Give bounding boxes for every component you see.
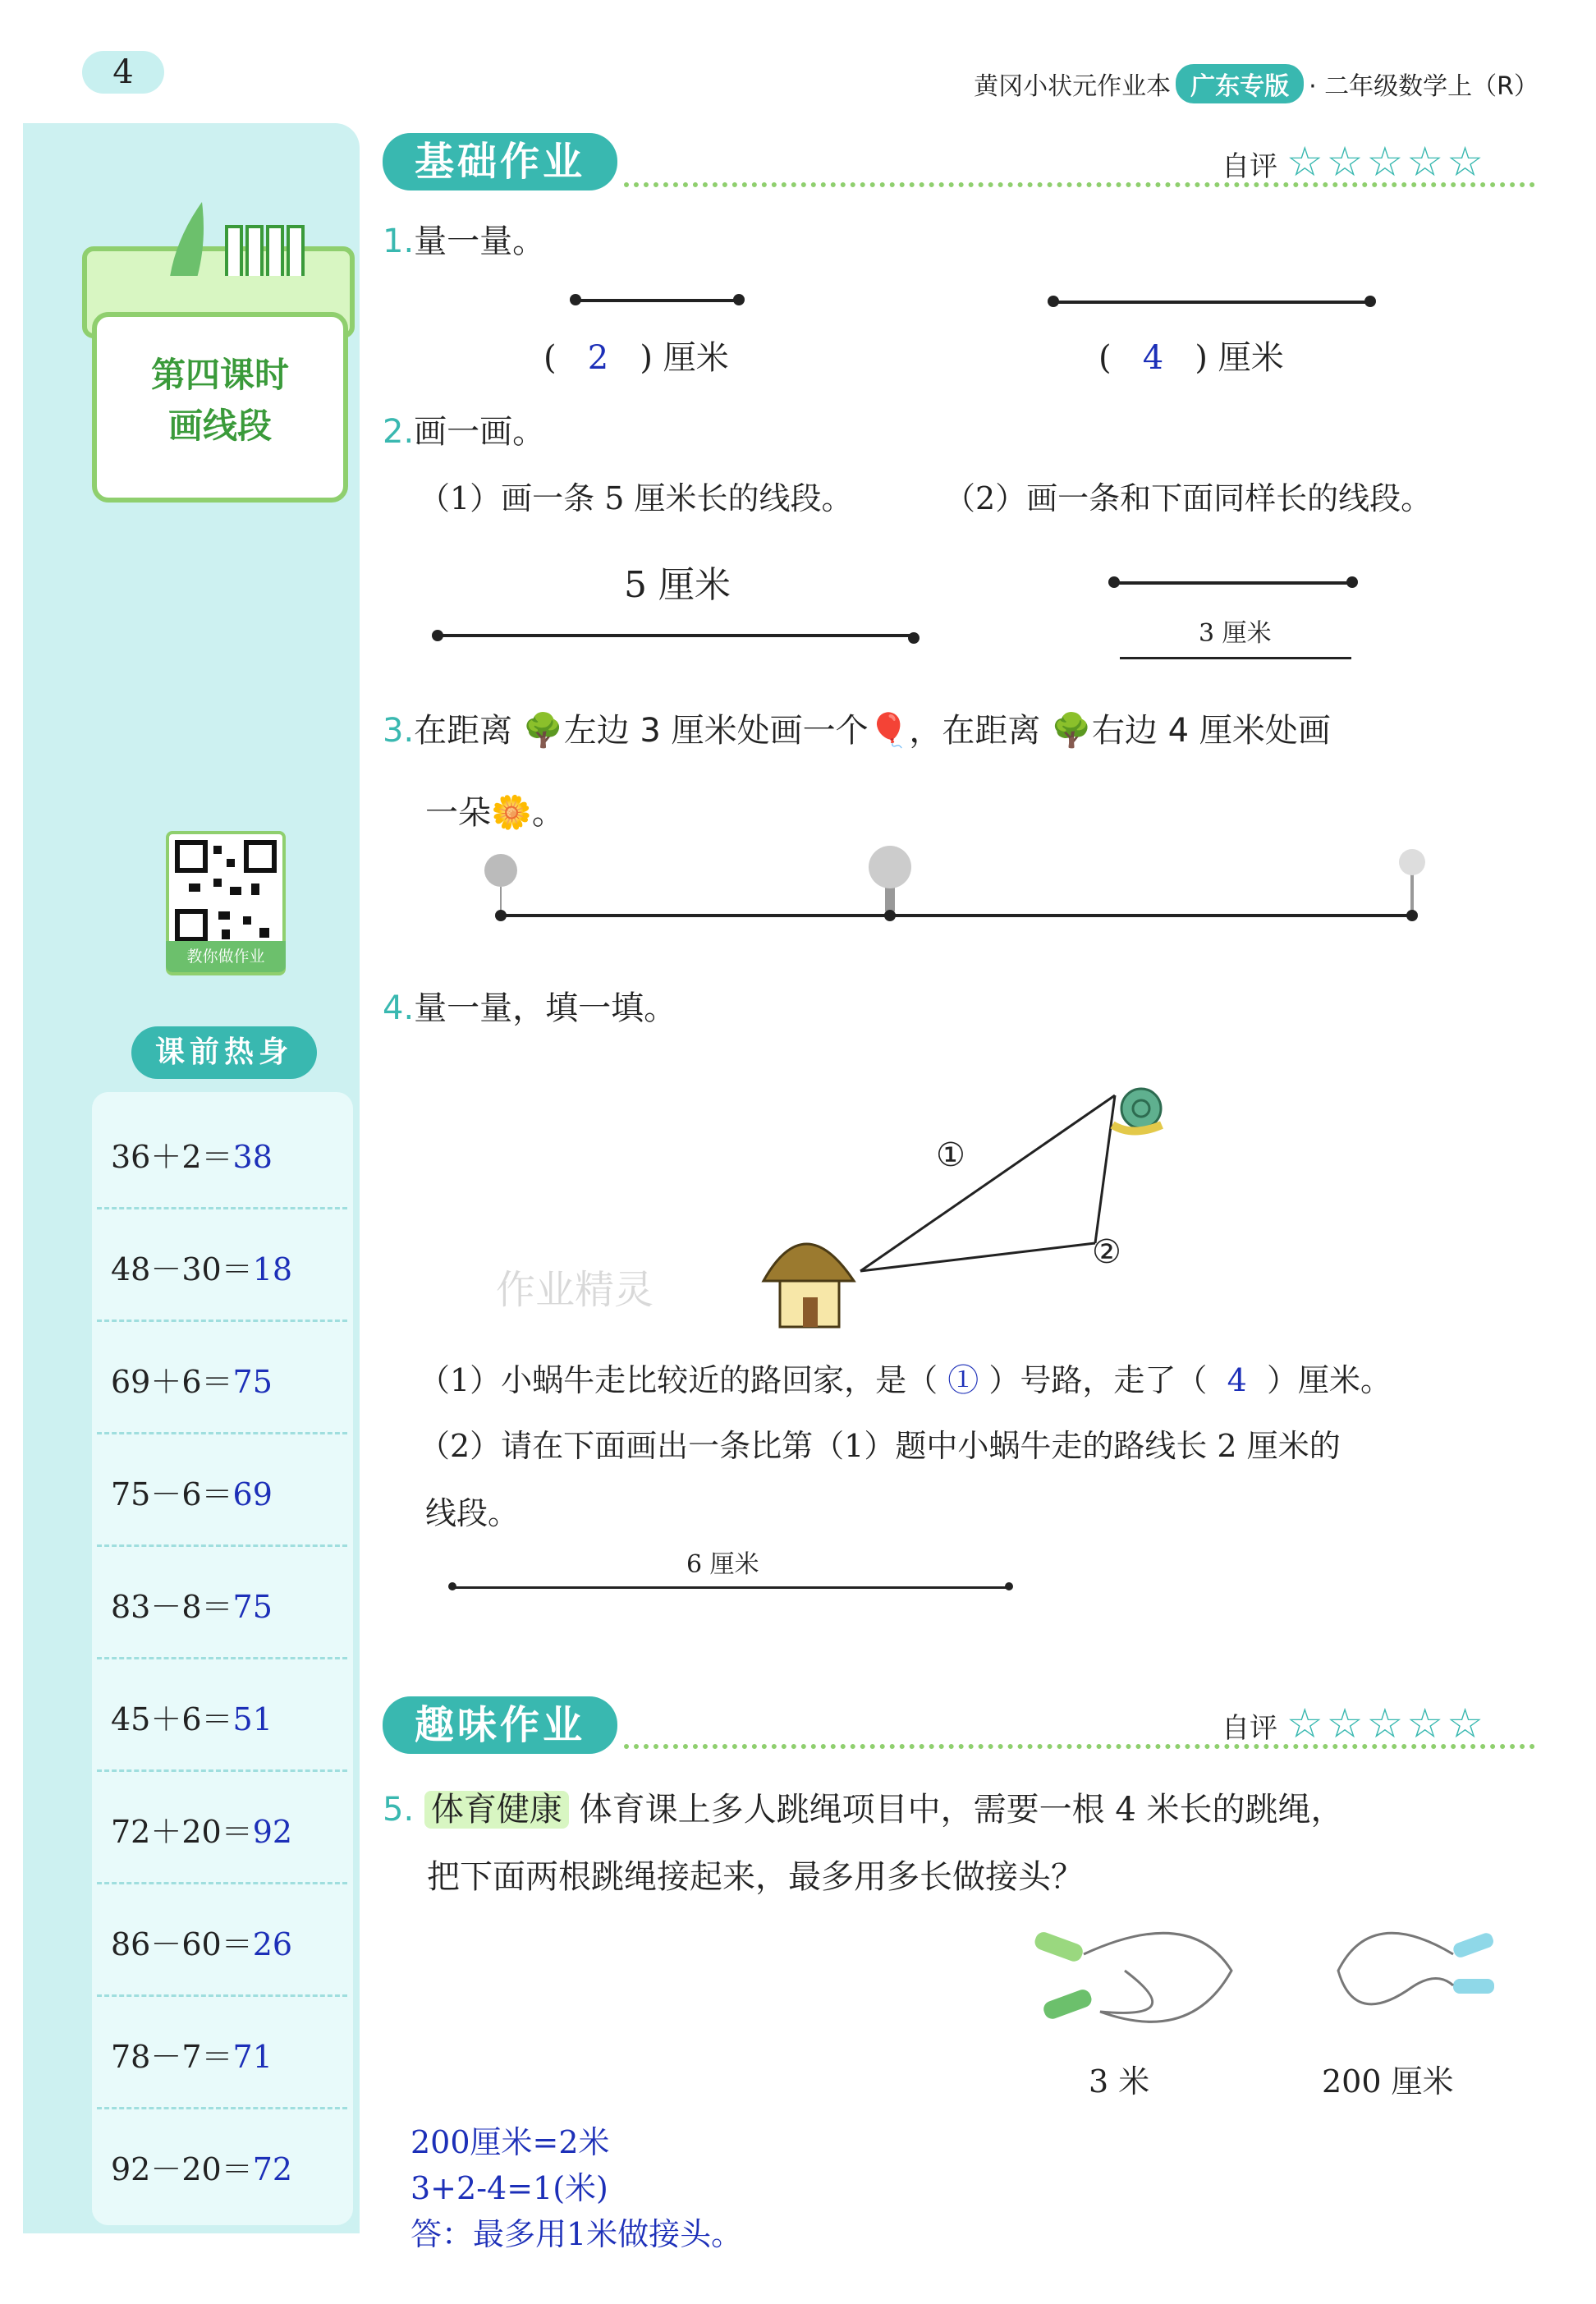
q3-text: ，在距离 [909,712,1041,750]
q3-line1 [383,705,1331,751]
q4-part2-line1: （2）请在下面画出一条比第（1）题中小蜗牛走的路线长 2 厘米的 [419,1428,1341,1464]
rope-length-1: 3 米 [1089,2063,1150,2100]
paren: ) [640,339,653,377]
q2-number: 2. [383,413,415,451]
equation-answer[interactable]: 51 [232,1701,273,1737]
q4-text: ）厘米。 [1266,1362,1392,1398]
warmup-equation [111,1131,273,1177]
equation-answer[interactable]: 92 [252,1814,293,1850]
q1-segment-left [575,299,739,302]
q4-part2-line2: 线段。 [425,1495,520,1531]
q4-title [383,982,676,1029]
q4-answer-length[interactable]: 4 [1227,1362,1247,1398]
rope-length-2: 200 厘米 [1322,2063,1454,2100]
q5-answer-line3: 答：最多用1米做接头。 [410,2216,743,2252]
q5-line2: 把下面两根跳绳接起来，最多用多长做接头？ [427,1858,1084,1896]
warmup-equation [111,1581,273,1627]
qr-caption: 教你做作业 [166,941,286,972]
book-title: 黄冈小状元作业本 [974,72,1172,101]
q2-part1: （1）画一条 5 厘米长的线段。 [419,480,853,516]
equation-text: 92－20＝ [111,2151,253,2187]
warmup-equation [111,1469,273,1514]
flower-icon [1399,849,1425,911]
equation-text: 69＋6＝ [111,1364,233,1400]
q2-reference-segment [1113,581,1351,585]
equation-text: 78－7＝ [111,2039,233,2075]
equation-answer[interactable]: 18 [252,1251,293,1287]
equation-answer[interactable]: 75 [232,1364,273,1400]
q3-text: 。 [531,794,565,832]
q2-drawn-segment [437,634,913,637]
equation-text: 86－60＝ [111,1926,253,1962]
segment-endpoint [1005,1582,1013,1590]
equation-text: 36＋2＝ [111,1139,233,1175]
tree-icon: 🌳 [1051,712,1092,750]
quill-icon [87,194,350,276]
unit-label: 厘米 [1218,339,1284,377]
q2-part2: （2）画一条和下面同样长的线段。 [944,480,1433,516]
lesson-title: 画线段 [167,406,272,446]
row-divider [97,1769,347,1772]
segment-endpoint [1108,576,1120,588]
q3-text: 左边 3 厘米处画一个 [563,712,869,750]
row-divider [97,1320,347,1322]
q3-diagram [476,838,1429,936]
edition-badge: 广东专版 [1176,64,1304,103]
q1-answer-right[interactable]: 4 [1142,339,1164,377]
equation-answer[interactable]: 75 [232,1589,273,1625]
balloon-icon [484,854,517,887]
q5-number: 5. [383,1791,415,1829]
warmup-equation [111,2031,273,2077]
q1-segment-right [1053,301,1369,304]
jump-ropes-illustration [1026,1921,1535,2061]
row-divider [97,1207,347,1209]
jump-rope-icon [1033,1930,1231,2022]
segment-endpoint [1048,296,1059,307]
mushroom-house-icon [764,1244,854,1327]
segment-endpoint [733,294,745,305]
warmup-title: 课前热身 [131,1026,317,1079]
path-label-1: ① [936,1136,965,1174]
snail-icon [1112,1089,1162,1131]
q4-text: ）号路，走了（ [988,1362,1208,1398]
balloon-icon: 🎈 [868,712,910,750]
paren: ( [543,339,557,377]
q1-answer-left-row [543,332,729,379]
equation-answer[interactable]: 69 [232,1476,273,1512]
q3-number: 3. [383,712,415,750]
page-header [974,64,1539,103]
label-5cm: 5 厘米 [624,564,731,606]
row-divider [97,1432,347,1434]
q3-text: 右边 4 厘米处画 [1091,712,1331,750]
segment-endpoint [570,294,581,305]
star-rating-icon[interactable]: ☆☆☆☆☆ [1286,1700,1487,1747]
segment-endpoint [432,630,443,641]
q4-answer-path[interactable]: ① [947,1362,979,1398]
section-title-basic: 基础作业 [383,133,617,190]
segment-endpoint [908,632,920,644]
warmup-equation [111,1806,292,1852]
segment-endpoint [1346,576,1358,588]
tree-icon: 🌳 [522,712,564,750]
q1-title [383,215,545,262]
equation-answer[interactable]: 72 [252,2151,293,2187]
q1-text: 量一量。 [414,223,546,260]
warmup-equation [111,1919,292,1964]
q2-text: 画一画。 [414,413,546,451]
path-label-2: ② [1092,1233,1121,1271]
warmup-equation [111,1356,273,1402]
q1-number: 1. [383,223,415,260]
equation-text: 75－6＝ [111,1476,233,1512]
row-divider [97,1544,347,1547]
equation-text: 72＋20＝ [111,1814,253,1850]
q4-part1 [419,1355,1392,1400]
equation-answer[interactable]: 71 [232,2039,273,2075]
equation-text: 45＋6＝ [111,1701,233,1737]
warmup-equation [111,1694,273,1739]
q4-text: 量一量，填一填。 [414,989,677,1027]
self-rating [1222,138,1487,186]
lesson-number: 第四课时 [150,355,289,395]
q4-drawn-segment [452,1586,1010,1589]
q2-drawn-copy [1120,657,1351,659]
q4-number: 4. [383,989,415,1027]
watermark: 作业精灵 [496,1267,654,1313]
q5-answer-line2: 3+2-4=1(米) [410,2170,608,2206]
paren: ) [1195,339,1208,377]
q3-line2 [425,787,565,833]
q3-text: 在距离 [414,712,513,750]
row-divider [97,1994,347,1997]
section-title-fun: 趣味作业 [383,1696,617,1754]
row-divider [97,1882,347,1884]
q4-text: （1）小蜗牛走比较近的路回家，是（ [419,1362,938,1398]
q3-text: 一朵 [425,794,491,832]
q5-text: 体育课上多人跳绳项目中，需要一根 4 米长的跳绳， [579,1791,1344,1829]
jump-rope-icon [1338,1931,1495,2004]
self-rating [1222,1700,1487,1747]
equation-text: 48－30＝ [111,1251,253,1287]
self-rating-label: 自评 [1222,150,1277,183]
paren: ( [1098,339,1112,377]
self-rating-label: 自评 [1222,1712,1277,1745]
star-rating-icon[interactable]: ☆☆☆☆☆ [1286,138,1487,186]
equation-text: 83－8＝ [111,1589,233,1625]
row-divider [97,1657,347,1659]
flower-icon: 🌼 [491,794,532,832]
tree-icon [869,846,911,911]
segment-endpoint [1364,296,1376,307]
q4-diagram [739,1043,1199,1338]
subject-label: · 二年级数学上（R） [1309,72,1539,101]
lesson-title-box [92,312,348,503]
equation-answer[interactable]: 38 [232,1139,273,1175]
label-3cm: 3 厘米 [1199,619,1272,648]
topic-tag: 体育健康 [424,1791,569,1829]
row-divider [97,2107,347,2109]
q1-answer-right-row [1098,332,1284,379]
q2-title [383,406,545,452]
segment-endpoint [448,1582,456,1590]
equation-answer[interactable]: 26 [252,1926,293,1962]
page-number: 4 [82,51,164,94]
unit-label: 厘米 [663,339,729,377]
warmup-equation [111,2144,292,2189]
label-6cm: 6 厘米 [686,1550,759,1579]
q1-answer-left[interactable]: 2 [587,339,609,377]
q5-line1 [383,1783,1344,1830]
warmup-equation [111,1244,292,1289]
q5-answer-line1: 200厘米=2米 [410,2124,610,2160]
